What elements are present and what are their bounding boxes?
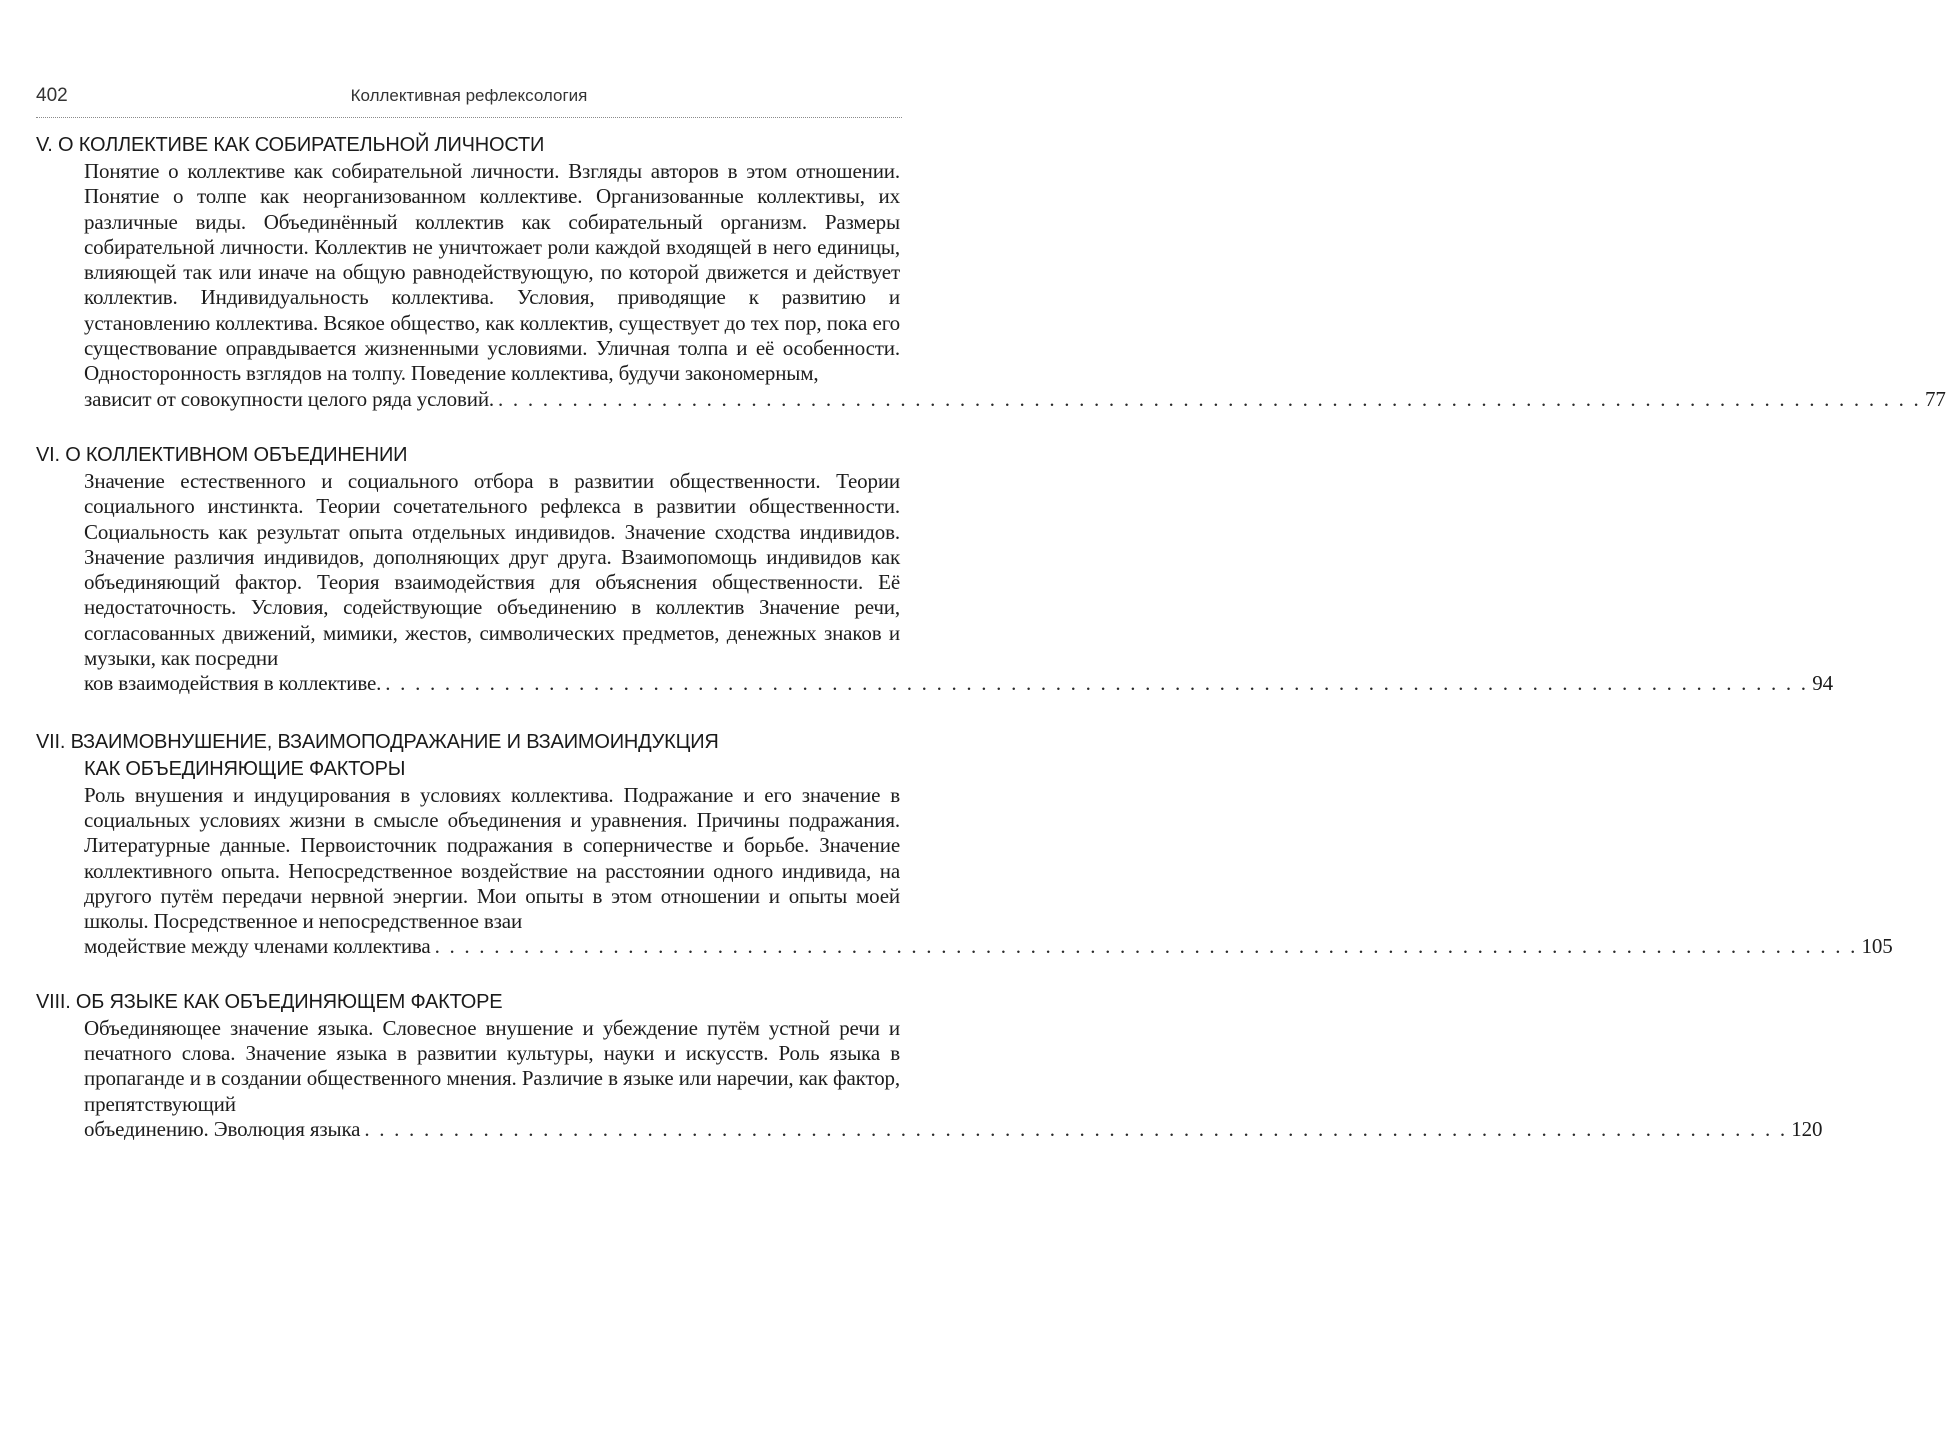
section-summary-text: Значение естественного и социального отбора в развитии общественности. Теории социального инстинкта. Теории сочетательного рефлекса в развитии общественности. Социальность как результат опыта отдельных индивидов. Значение сходства индивидов. Значение различия индивидов, дополняющих друг друга. Взаимопомощь индивидов как объединяющий фактор. Теория взаимодействия для объяснения общественности. Её недостаточность. Условия, содействующие объединению в коллектив Значение речи, согласованных движений, мимики, жестов, символических предметов, денежных знаков и музыки, как посредни — [84, 468, 900, 671]
section-heading — [36, 132, 902, 159]
section-heading — [36, 729, 902, 783]
section-heading-text: V. О КОЛЛЕКТИВЕ КАК СОБИРАТЕЛЬНОЙ ЛИЧНОСТИ — [36, 134, 545, 156]
section-summary — [36, 468, 1833, 697]
summary-last-text: ков взаимодействия в коллективе. — [84, 671, 382, 696]
dot-leader: . . . . . . . . . . . . . . . . . . . . . . . . . . . . . . . . . . . . . . . . . . . . . . . . . . . . . . . . . . . . . . . . . . . . . . . . . . . . . . . . . . . . . . . . . . . . . . . . — [385, 671, 1809, 696]
dot-leader: . . . . . . . . . . . . . . . . . . . . . . . . . . . . . . . . . . . . . . . . . . . . . . . . . . . . . . . . . . . . . . . . . . . . . . . . . . . . . . . . . . . . . . . . . . . . . . . . — [364, 1116, 1788, 1141]
section-heading — [36, 989, 902, 1016]
summary-last-text: модействие между членами коллектива — [84, 934, 431, 959]
dot-leader: . . . . . . . . . . . . . . . . . . . . . . . . . . . . . . . . . . . . . . . . . . . . . . . . . . . . . . . . . . . . . . . . . . . . . . . . . . . . . . . . . . . . . . . . . . . . . . . . — [434, 934, 1858, 959]
page-ref: 77 — [1924, 386, 1946, 411]
page-ref: 105 — [1861, 934, 1893, 959]
section-summary-text: Объединяющее значение языка. Словесное внушение и убеждение путём устной речи и печатного слова. Значение языка в развитии культуры, науки и искусств. Роль языка в пропаганде и в создании общественного мнения. Различие в языке или наречии, как фактор, препятствующий — [84, 1015, 900, 1116]
running-title: Коллективная рефлексология — [350, 86, 588, 105]
toc-section-vii — [36, 729, 1893, 960]
summary-last-text: зависит от совокупности целого ряда условий. — [84, 386, 495, 411]
section-heading-text: VI. О КОЛЛЕКТИВНОМ ОБЪЕДИНЕНИИ — [36, 443, 408, 466]
page-number: 402 — [36, 85, 68, 106]
summary-last-line — [84, 1116, 1823, 1142]
table-of-contents — [36, 132, 1946, 1142]
section-heading-continuation: КАК ОБЪЕДИНЯЮЩИЕ ФАКТОРЫ — [84, 757, 406, 780]
summary-last-line — [84, 934, 1893, 959]
summary-last-text: объединению. Эволюция языка — [84, 1116, 361, 1141]
section-heading — [36, 442, 902, 469]
toc-section-v — [36, 132, 1946, 412]
toc-section-vi — [36, 442, 1833, 697]
page-ref: 94 — [1812, 671, 1833, 696]
section-summary — [36, 159, 1946, 412]
section-summary-text: Роль внушения и индуцирования в условиях коллектива. Подражание и его значение в социальных условиях жизни в смысле объединения и уравнения. Причины подражания. Литературные данные. Первоисточник подражания в соперничестве и борьбе. Значение коллективного опыта. Непосредственное воздействие на расстоянии одного индивида, на другого путём передачи нервной энергии. Мои опыты в этом отношении и опыты моей школы. Посредственное и непосредственное взаи — [84, 782, 900, 934]
section-heading-text: VIII. ОБ ЯЗЫКЕ КАК ОБЪЕДИНЯЮЩЕМ ФАКТОРЕ — [36, 990, 503, 1013]
section-summary — [36, 782, 1893, 960]
running-head — [36, 84, 902, 112]
toc-section-viii — [36, 989, 1823, 1142]
header-dotted-rule — [36, 117, 902, 118]
section-summary-text: Понятие о коллективе как собирательной личности. Взгляды авторов в этом отношении. Понятие о толпе как неорганизованном коллективе. Организованные коллективы, их различные виды. Объединённый коллектив как собирательный организм. Размеры собирательной личности. Коллектив не уничтожает роли каждой входящей в него единицы, влияющей так или иначе на общую равнодействующую, по которой движется и действует коллектив. Индивидуальность коллектива. Условия, приводящие к развитию и установлению коллектива. Всякое общество, как коллектив, существует до тех пор, пока его существование оправдывается жизненными условиями. Уличная толпа и её особенности. Односторонность взглядов на толпу. Поведение коллектива, будучи закономерным, — [84, 159, 900, 386]
section-heading-text: VII. ВЗАИМОВНУШЕНИЕ, ВЗАИМОПОДРАЖАНИЕ И ВЗАИМОИНДУКЦИЯ — [36, 730, 719, 753]
summary-last-line — [84, 671, 1833, 696]
dot-leader: . . . . . . . . . . . . . . . . . . . . . . . . . . . . . . . . . . . . . . . . . . . . . . . . . . . . . . . . . . . . . . . . . . . . . . . . . . . . . . . . . . . . . . . . . . . . . . . . — [498, 386, 1921, 411]
summary-last-line — [84, 386, 1946, 412]
section-summary — [36, 1015, 1823, 1142]
page-ref: 120 — [1791, 1116, 1823, 1141]
